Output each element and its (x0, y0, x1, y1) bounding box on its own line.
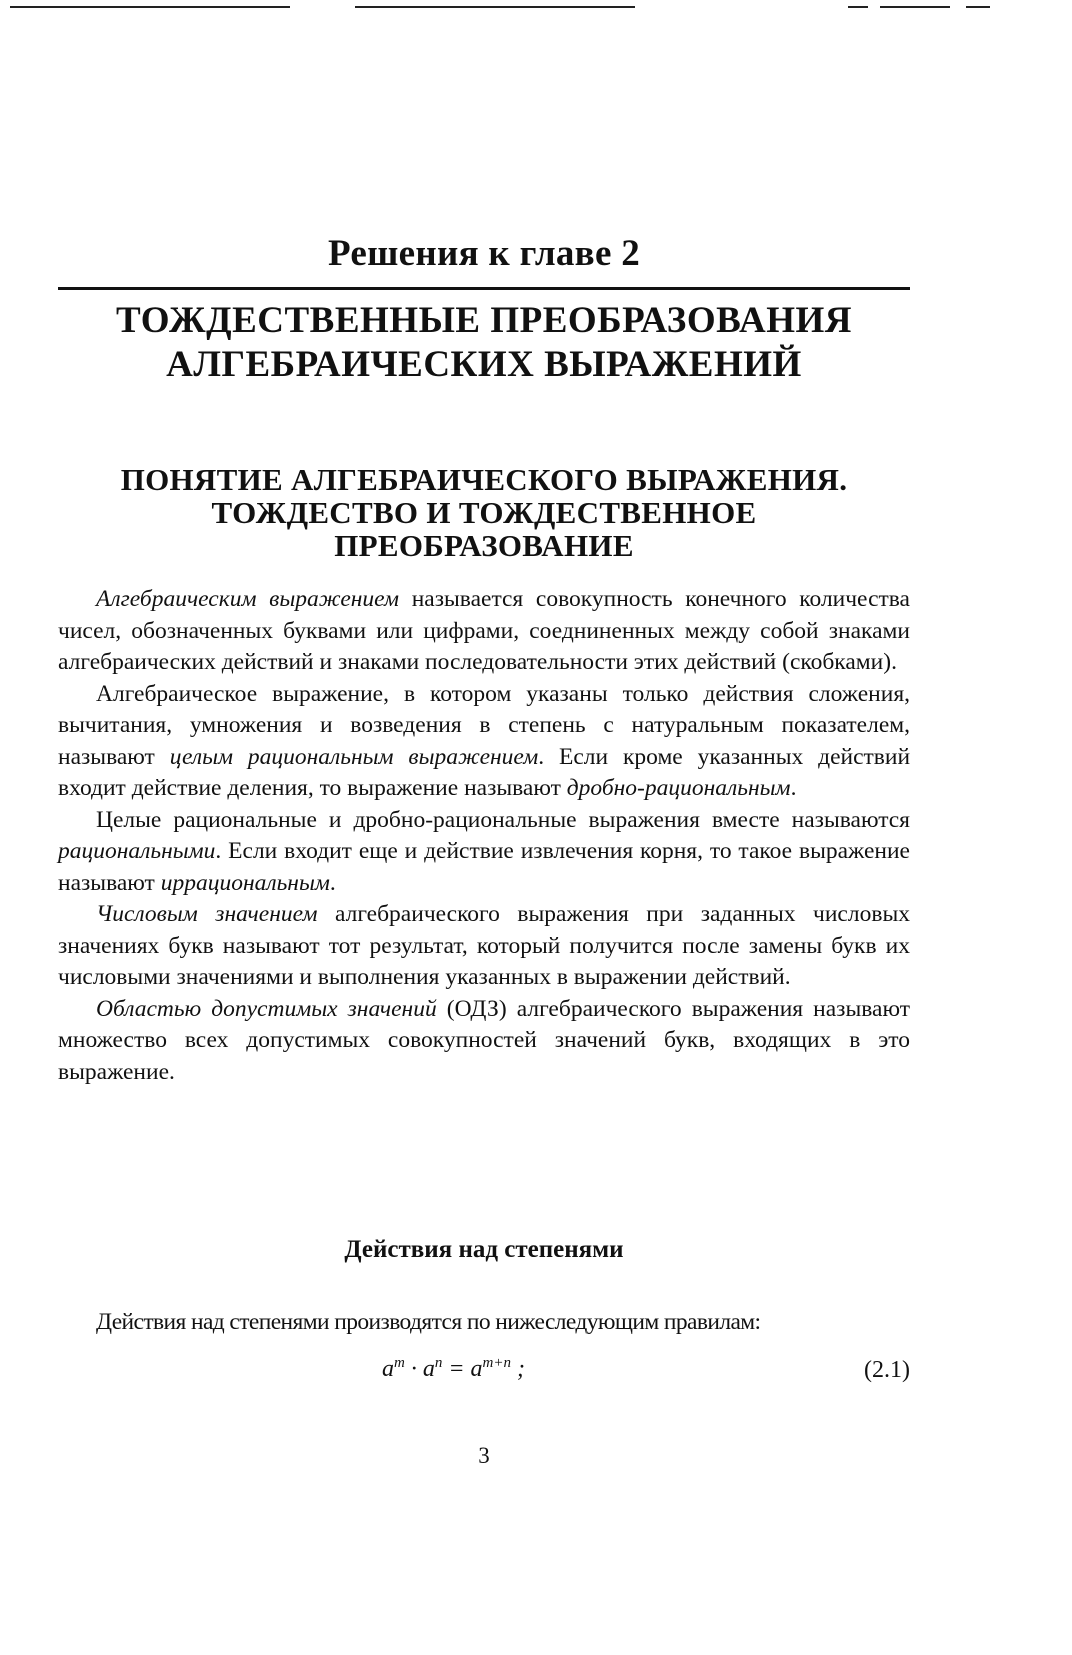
paragraph-irrational-expressions (58, 805, 910, 900)
term: рациональными (58, 838, 216, 864)
paragraph-definition-algebraic-expression (58, 584, 910, 679)
chapter-label: Решения к главе 2 (327, 233, 641, 274)
paragraph-domain (58, 994, 910, 1089)
paragraph-text: алгебраического выражения при заданных числовых значениях букв называют тот результат, который получится после замены букв их числовыми значениями и выполнения указанных в выражении действий. (58, 901, 910, 990)
chapter-title (58, 299, 910, 387)
chapter-title-line: ТОЖДЕСТВЕННЫЕ ПРЕОБРАЗОВАНИЯ (116, 300, 852, 341)
section-title-line: ПОНЯТИЕ АЛГЕБРАИЧЕСКОГО ВЫРАЖЕНИЯ. (120, 462, 848, 497)
formula-base: a (382, 1356, 394, 1382)
section-title-line: ПРЕОБРАЗОВАНИЕ (334, 528, 634, 563)
paragraph-text: Целые рациональные и дробно-рациональные выражения вместе называются (96, 806, 910, 833)
chapter-rule (58, 287, 910, 290)
chapter-title-line: АЛГЕБРАИЧЕСКИХ ВЫРАЖЕНИЙ (166, 344, 802, 385)
paragraph-text: . (790, 775, 797, 801)
term: целым рациональным выражением (169, 743, 539, 770)
paragraph-text: . Если входит еще и действие извлечения корня, то такое выражение называют (58, 838, 910, 896)
formula-2-1 (382, 1355, 525, 1383)
page-number: 3 (478, 1443, 490, 1468)
term: Числовым значением (96, 901, 318, 927)
formula-terminator: ; (511, 1356, 526, 1382)
scan-artifact-line (966, 6, 990, 8)
formula-exponent: m+n (482, 1355, 512, 1371)
paragraph-rational-expressions (58, 679, 910, 805)
paragraph-numeric-value (58, 899, 910, 994)
formula-operator: · (404, 1356, 423, 1382)
formula-number: (2.1) (864, 1357, 910, 1383)
formula-operator: = (442, 1356, 471, 1382)
scan-artifact-line (848, 6, 868, 8)
section-title (58, 463, 910, 562)
paragraph-text: называется совокупность конечного количества чисел, обозначенных буквами или цифрами, соедниненных между собой знаками алгебраических действий и знаками последовательности этих действий (скобками). (58, 586, 910, 675)
paragraph-text: . Если кроме указанных действий входит действие деления, то выражение называют (58, 743, 911, 801)
scan-artifact-line (355, 6, 635, 8)
scan-artifact-line (880, 6, 950, 8)
rules-intro: Действия над степенями производятся по нижеследующим правилам: (96, 1309, 761, 1335)
paragraph-text: Алгебраическое выражение, в котором указаны только действия сложения, вычитания, умножения и возведения в степень с натуральным показателем, называют (58, 680, 910, 770)
formula-exponent: n (434, 1355, 443, 1371)
formula-base: a (422, 1356, 435, 1382)
term: дробно-рациональным (566, 775, 791, 801)
paragraph-text: . (329, 869, 336, 896)
subsection-title: Действия над степенями (344, 1236, 624, 1263)
term: Алгебраическим выражением (96, 586, 400, 612)
body-text (58, 584, 910, 1088)
term: Областью допустимых значений (96, 995, 437, 1022)
scan-artifact-line (10, 6, 290, 8)
formula-base: a (470, 1356, 483, 1382)
formula-exponent: m (394, 1355, 405, 1371)
term: иррациональным (160, 869, 330, 896)
section-title-line: ТОЖДЕСТВО И ТОЖДЕСТВЕННОЕ (211, 495, 757, 530)
paragraph-text: (ОДЗ) алгебраического выражения называют множество всех допустимых совокупностей значений букв, входящих в это выражение. (58, 995, 910, 1085)
